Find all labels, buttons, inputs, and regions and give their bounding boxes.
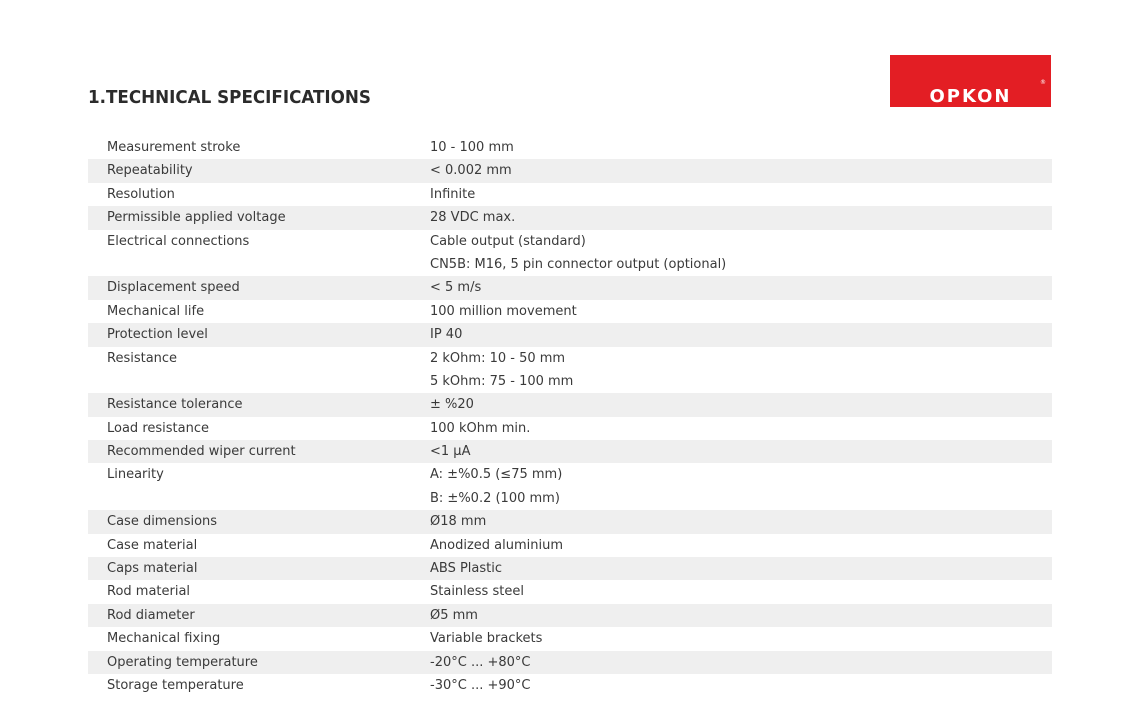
spec-row [88,206,1052,229]
spec-label: Repeatability [107,163,193,179]
spec-label: Electrical connections [107,233,250,249]
spec-row [88,347,1052,370]
page-title: 1.TECHNICAL SPECIFICATIONS [88,87,371,108]
spec-row [88,534,1052,557]
spec-row [88,674,1052,697]
spec-row [88,230,1052,253]
spec-value: -30°C ... +90°C [430,677,531,693]
spec-row [88,417,1052,440]
spec-value: A: ±%0.5 (≤75 mm) [430,467,563,483]
spec-label: Resolution [107,186,175,202]
spec-row [88,300,1052,323]
spec-label: Storage temperature [107,677,244,693]
spec-row [88,557,1052,580]
spec-value: < 5 m/s [430,280,482,296]
spec-value: IP 40 [430,327,463,343]
spec-label: Displacement speed [107,280,240,296]
spec-row [88,604,1052,627]
spec-label: Resistance [107,350,178,366]
spec-row [88,370,1052,393]
spec-value: 2 kOhm: 10 - 50 mm [430,350,566,366]
spec-value: ABS Plastic [430,561,503,577]
spec-value: Anodized aluminium [430,537,564,553]
spec-value: Stainless steel [430,584,524,600]
spec-row [88,136,1052,159]
spec-value: 100 kOhm min. [430,420,531,436]
spec-value: CN5B: M16, 5 pin connector output (optional) [430,256,727,272]
opkon-logo [890,55,1051,107]
spec-label: Recommended wiper current [107,444,296,460]
spec-label: Mechanical life [107,303,205,319]
spec-value: Ø18 mm [430,514,487,530]
spec-value: Infinite [430,186,476,202]
spec-label: Caps material [107,561,198,577]
spec-value: ± %20 [430,397,474,413]
spec-value: < 0.002 mm [430,163,512,179]
spec-row [88,276,1052,299]
spec-row [88,393,1052,416]
spec-label: Rod diameter [107,607,195,623]
spec-row [88,253,1052,276]
spec-label: Linearity [107,467,164,483]
spec-label: Case material [107,537,198,553]
spec-label: Measurement stroke [107,140,241,155]
spec-label: Operating temperature [107,654,258,670]
spec-row [88,463,1052,486]
spec-value: B: ±%0.2 (100 mm) [430,490,560,506]
spec-row [88,487,1052,510]
spec-label: Protection level [107,327,208,343]
spec-row [88,440,1052,463]
spec-value: Variable brackets [430,631,543,647]
spec-label: Permissible applied voltage [107,210,286,226]
spec-value: Cable output (standard) [430,233,586,249]
spec-row [88,510,1052,533]
spec-value: 100 million movement [430,303,577,319]
spec-row [88,323,1052,346]
spec-value: Ø5 mm [430,607,478,623]
spec-label: Resistance tolerance [107,397,243,413]
spec-row [88,627,1052,650]
spec-label: Load resistance [107,420,209,436]
registered-mark: ® [1040,79,1046,86]
spec-label: Mechanical fixing [107,631,221,647]
spec-row [88,183,1052,206]
logo-text: OPKON [929,86,1012,107]
spec-label: Case dimensions [107,514,218,530]
spec-value: -20°C ... +80°C [430,654,531,670]
spec-value: 28 VDC max. [430,210,516,226]
spec-value: <1 µA [430,444,471,460]
spec-label: Rod material [107,584,191,600]
spec-value: 5 kOhm: 75 - 100 mm [430,373,574,389]
spec-row [88,159,1052,182]
spec-row [88,580,1052,603]
specifications-table [88,136,1052,697]
spec-value: 10 - 100 mm [430,140,514,155]
spec-row [88,651,1052,674]
